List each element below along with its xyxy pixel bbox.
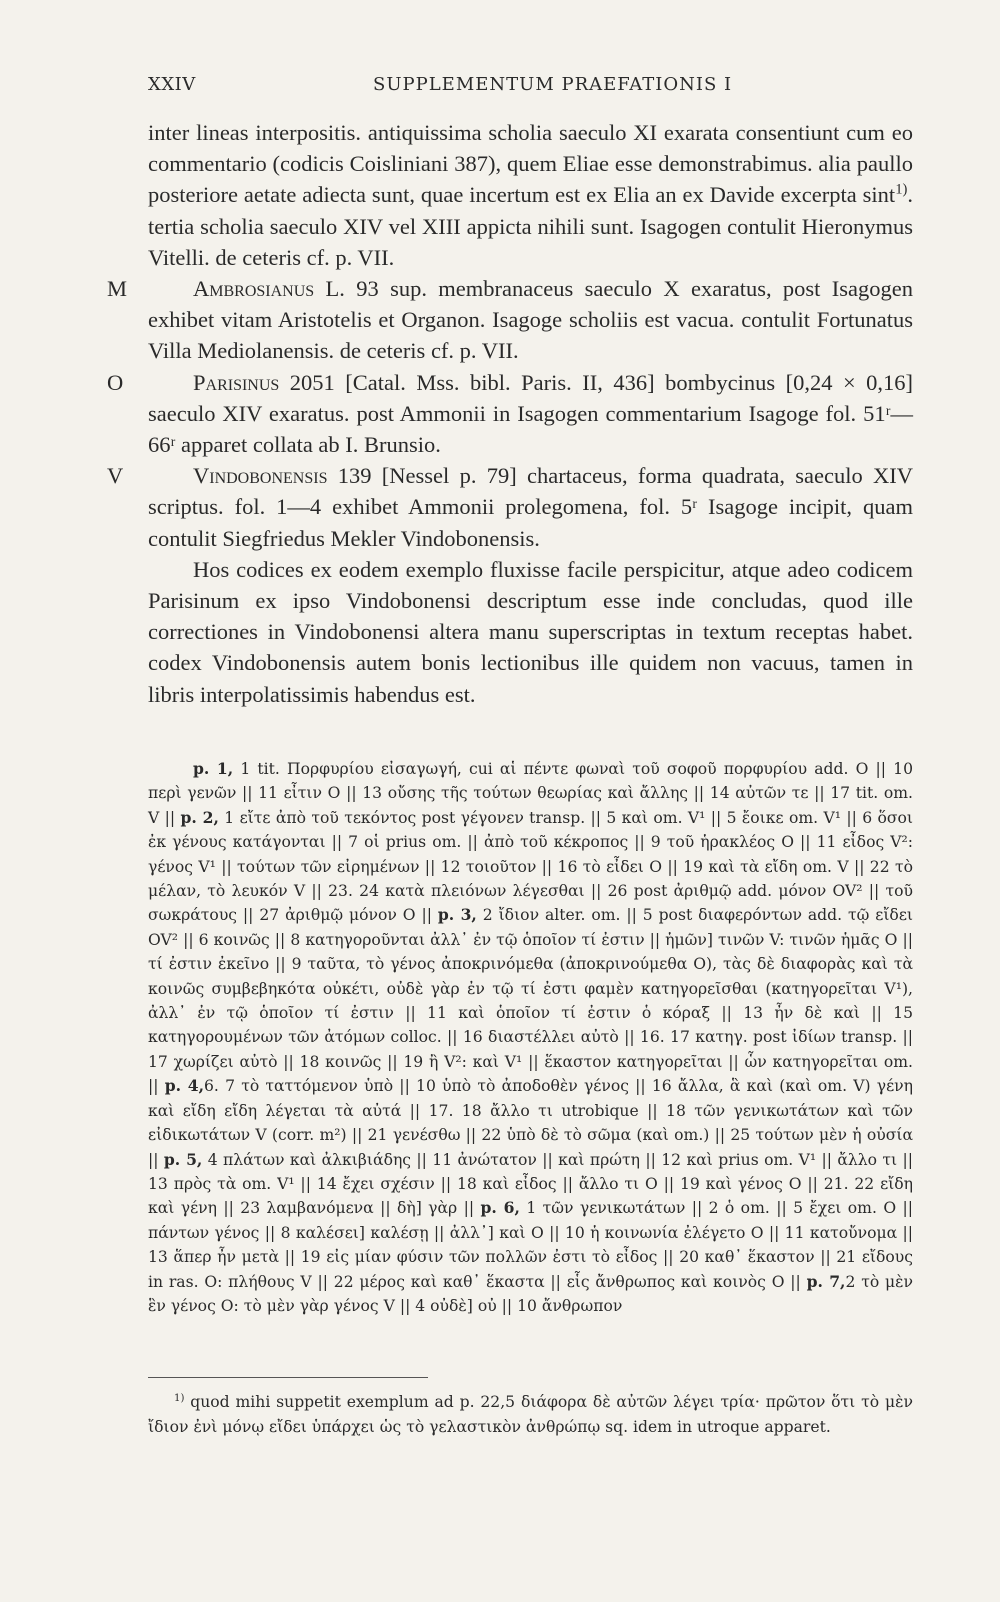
siglum-m: M xyxy=(107,276,128,302)
apparatus-text: p. 1, 1 tit. Πορφυρίου εἰσαγωγή, cui αἱ πέντε φωναὶ τοῦ σοφοῦ πορφυρίου add. O || 10 περὶ γενῶν || 11 εἶτιν O || 13 οὔσης τῆς τούτων θεωρίας καὶ ἄλλης || 14 αὐτῶν τε || 17 tit. om. V || p. 2, 1 εἴτε ἀπὸ τοῦ τεκόντος post γέγονεν transp. || 5 καὶ om. V¹ || 5 ἔοικε om. V¹ || 6 ὅσοι ἐκ γένους κατάγονται || 7 οἱ prius om. || ἀπὸ τοῦ κέκροπος || 9 τοῦ ἡρακλέος O || 11 εἶδος V²: γένος V¹ || τούτων τῶν εἰρημένων || 12 τοιοῦτον || 16 τὸ εἶδει O || 19 καὶ τὰ εἴδη om. V || 22 τὸ μέλαν, τὸ λευκόν V || 23. 24 κατὰ πλειόνων λέγεσθαι || 26 post ἀριθμῷ add. μόνον OV² || τοῦ σωκράτους || 27 ἀριθμῷ μόνον O || p. 3, 2 ἴδιον alter. om. || 5 post διαφερόντων add. τῷ εἴδει OV² || 6 κοινῶς || 8 κατηγοροῦνται ἀλλ᾽ ἐν τῷ ὁποῖον τί ἐστιν || ἡμῶν] τινῶν V: τινῶν ἡμᾶς O || τί ἐστιν ἐκεῖνο || 9 ταῦτα, τὸ γένος ἀποκρινόμεθα (ἀποκρινούμεθα O), τὰς δὲ διαφορὰς καὶ τὰ κοινῶς συμβεβηκότα οὐκέτι, οὐδὲ γὰρ ἐν τῷ τί ἐστι φαμὲν κατηγορεῖσθαι (κατηγορεῖται V¹), ἀλλ᾽ ἐν τῷ ὁποῖον τί ἐστιν || 11 καὶ ὁποῖον τί ἐστιν ὁ κόραξ || 13 ἦν δὲ καὶ || 15 κατηγορουμένων τῶν ἀτόμων colloc. || 16 διαστέλλει αὐτὸ || 16. 17 κατηγ. post ἰδίων transp. || 17 χωρίζει αὐτὸ || 18 κοινῶς || 19 ἢ V²: καὶ V¹ || ἕκαστον κατηγορεῖται || ὧν κατηγορεῖται om. || p. 4,6. 7 τὸ ταττόμενον ὑπὸ || 10 ὑπὸ τὸ ἀποδοθὲν γένος || 16 ἄλλα, ἃ καὶ (καὶ om. V) γένη καὶ εἴδη εἴδη λέγεται τὰ αὐτά || 17. 18 ἄλλο τι utrobique || 18 τῶν γενικωτάτων καὶ τῶν εἰδικωτάτων V (corr. m²) || 21 γενέσθω || 22 ὑπὸ δὲ τὸ σῶμα (καὶ om.) || 25 τούτων μὲν ἡ οὐσία || p. 5, 4 πλάτων καὶ ἀλκιβιάδης || 11 ἀνώτατον || καὶ πρώτη || 12 καὶ prius om. V¹ || ἄλλο τι || 13 πρὸς τὰ om. V¹ || 14 ἔχει σχέσιν || 18 καὶ εἶδος || ἄλλο τι O || 19 καὶ γένος O || 21. 22 εἴδη καὶ γένη || 23 λαμβανόμενα || δὴ] γὰρ || p. 6, 1 τῶν γενικωτάτων || 2 ὁ om. || 5 ἔχει om. O || πάντων γένος || 8 καλέσει] καλέσῃ || ἀλλ᾽] καὶ O || 10 ἡ κοινωνία ἐλέγετο O || 11 κατοὔνομα || 13 ἅπερ ἦν μετὰ || 19 εἰς μίαν φύσιν τῶν πολλῶν ἐστι τὸ εἶδος || 20 καθ᾽ ἕκαστον || 21 εἴδους in ras. O: πλήθους V || 22 μέρος καὶ καθ᾽ ἕκαστα || εἷς ἄνθρωπος καὶ κοινὸς O || p. 7,2 τὸ μὲν ἓν γένος O: τὸ μὲν γὰρ γένος V || 4 οὐδὲ] οὐ || 10 ἄνθρωπον xyxy=(148,759,914,1315)
codex-entry-o xyxy=(107,367,913,461)
main-text xyxy=(107,117,913,710)
apparatus-ref: p. 3, xyxy=(437,905,477,925)
codex-entry-v xyxy=(107,460,913,554)
codex-description: L. 93 sup. membranaceus saeculo X exaratus, post Isagogen exhibet vitam Aristotelis et Organon. Isagoge scholiis est vacua. contulit Fortunatus Villa Mediolanensis. de ceteris cf. p. VII. xyxy=(148,276,913,364)
codex-entry-m xyxy=(107,273,913,367)
running-title: SUPPLEMENTUM PRAEFATIONIS I xyxy=(373,74,733,95)
conclusion-paragraph: Hos codices ex eodem exemplo fluxisse facile perspicitur, atque adeo codicem Parisinum ex ipso Vindobonensi descriptum esse inde concludas, quod ille correctiones in Vindobonensi altera manu superscriptas in textum receptas habet. codex Vindobonensis autem bonis lectionibus ille quidem non vacuus, tamen in libris interpolatissimis habendus est. xyxy=(148,556,913,707)
apparatus-ref: p. 2, xyxy=(180,807,219,827)
apparatus-ref: p. 6, xyxy=(480,1198,520,1218)
codex-name: Vindobonensis xyxy=(193,463,328,489)
intro-paragraph: inter lineas interpositis. antiquissima scholia saeculo XI exarata consentiunt cum eo commentario (codicis Coisliniani 387), quem Eliae esse demonstrabimus. alia paullo posteriore aetate adiecta sunt, quae incertum est ex Elia an ex Davide excerpta sint$^{1)}$. tertia scholia saeculo XIV vel XIII appicta nihili sunt. Isagogen contulit Hieronymus Vitelli. de ceteris cf. p. VII. xyxy=(148,120,913,270)
footnote-mark: 1) xyxy=(174,1392,185,1404)
page-number: XXIV xyxy=(148,74,196,95)
siglum-v: V xyxy=(107,463,124,489)
critical-apparatus xyxy=(148,757,913,1318)
siglum-o: O xyxy=(107,369,124,395)
apparatus-ref: p. 5, xyxy=(163,1149,203,1169)
apparatus-ref: p. 4, xyxy=(164,1076,205,1096)
codex-name: Ambrosianus xyxy=(193,276,315,302)
codex-description: 139 [Nessel p. 79] chartaceus, forma quadrata, saeculo XIV scriptus. fol. 1—4 exhibet Ammonii prolegomena, fol. 5ʳ Isagoge incipit, quam contulit Siegfriedus Mekler Vindobonensis. xyxy=(148,463,913,551)
footnote-text: quod mihi suppetit exemplum ad p. 22,5 διάφορα δὲ αὐτῶν λέγει τρία· πρῶτον ὅτι τὸ μὲν ἴδιον ἐνὶ μόνῳ εἴδει ὑπάρχει ὡς τὸ γελαστικὸν ἀνθρώπῳ sq. idem in utroque apparet. xyxy=(148,1393,913,1436)
footnote xyxy=(148,1390,913,1440)
apparatus-ref: p. 1, xyxy=(193,759,234,778)
footnote-rule xyxy=(148,1377,428,1378)
footnote-reference: 1) xyxy=(895,181,908,198)
apparatus-ref: p. 7, xyxy=(806,1271,846,1291)
codex-name: Parisinus xyxy=(193,369,280,395)
codex-description: 2051 [Catal. Mss. bibl. Paris. II, 436] bombycinus [0,24 × 0,16] saeculo XIV exaratus. post Ammonii in Isagogen commentarium Isagoge fol. 51ʳ—66ʳ apparet collata ab I. Brunsio. xyxy=(148,369,913,458)
